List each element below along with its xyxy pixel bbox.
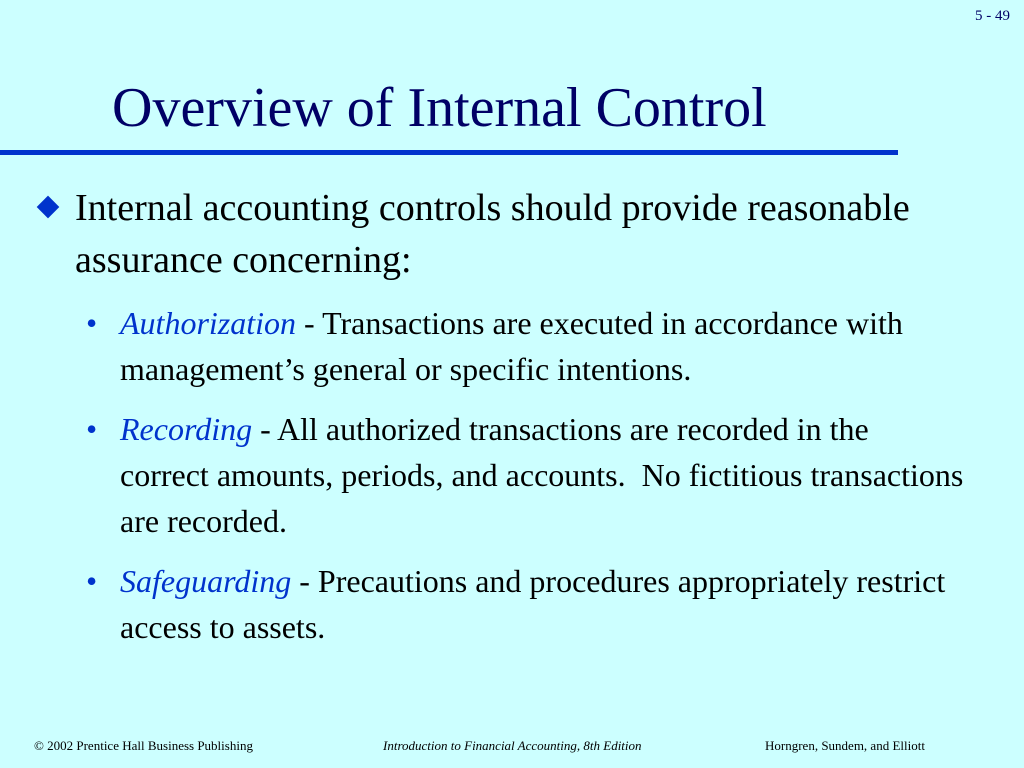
main-bullet-text: Internal accounting controls should provide reasonable assurance concerning: (75, 187, 910, 281)
footer-authors: Horngren, Sundem, and Elliott (765, 738, 925, 753)
footer-book-title: Introduction to Financial Accounting, 8th Edition (383, 738, 642, 753)
sub-bullet-recording (84, 406, 972, 544)
term-authorization: Authorization (120, 305, 297, 341)
description-authorization: - Transactions are executed in accordance with management’s general or specific intentions. (120, 305, 903, 387)
term-recording: Recording (120, 411, 253, 447)
sub-bullet-safeguarding (84, 558, 964, 650)
dot-bullet-icon: • (86, 411, 98, 447)
title-underline (0, 150, 898, 155)
term-safeguarding: Safeguarding (120, 563, 292, 599)
main-bullet-point (36, 182, 916, 286)
dot-bullet-icon: • (86, 305, 98, 341)
footer-copyright: © 2002 Prentice Hall Business Publishing (34, 738, 253, 753)
sub-bullet-authorization (84, 300, 964, 392)
slide-title: Overview of Internal Control (112, 77, 767, 139)
sub-bullet-list (84, 300, 972, 664)
description-safeguarding: - Precautions and procedures appropriately restrict access to assets. (120, 563, 946, 645)
description-recording: - All authorized transactions are recorded in the correct amounts, periods, and accounts. No fictitious transactions are recorded. (120, 411, 972, 539)
dot-bullet-icon: • (86, 563, 98, 599)
page-number: 5 - 49 (975, 8, 1010, 24)
